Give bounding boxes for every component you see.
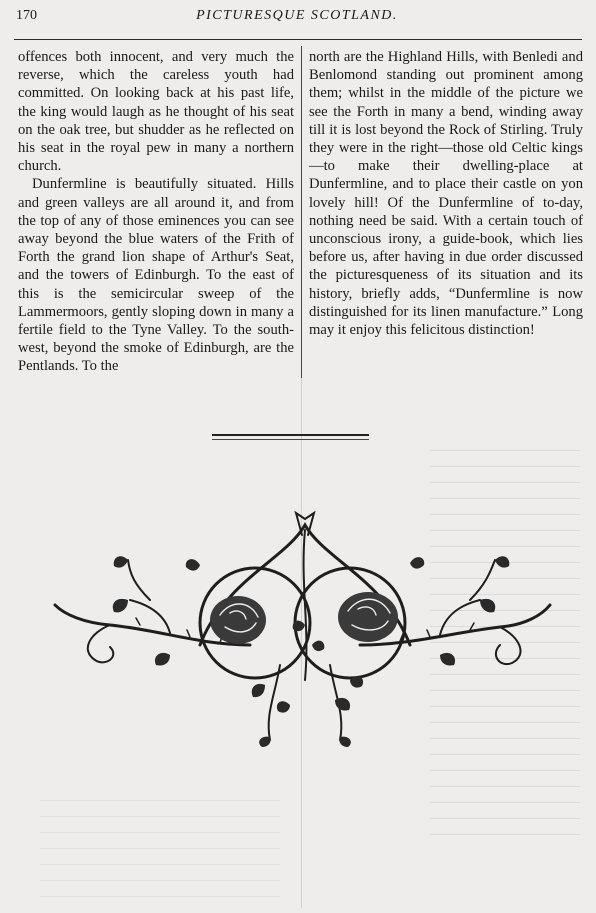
bleed-through-texture-left — [40, 800, 280, 900]
left-column — [18, 48, 294, 376]
running-title: PICTURESQUE SCOTLAND. — [196, 8, 398, 23]
column-divider — [301, 46, 302, 378]
rose-vine-vignette-icon — [50, 505, 555, 750]
page-header — [16, 8, 578, 32]
header-rule — [14, 39, 582, 40]
left-paragraph-2: Dunfermline is beautifully situated. Hills and green valleys are all around it, and from the top of any of those eminences you can see away beyond the blue waters of the Frith of Forth the grand lion shape of Arthur's Seat, and the towers of Edinburgh. To the east of this is the semicircular sweep of the Lammermoors, gently sloping down in many a fertile field to the Tyne Valley. To the south-west, beyond the smoke of Edinburgh, are the Pentlands. To the — [18, 176, 294, 375]
page-number: 170 — [16, 8, 37, 23]
ornamental-double-rule — [212, 434, 369, 440]
left-paragraph-1: offences both innocent, and very much the reverse, which the careless youth had committed. On looking back at his past life, the king would laugh as he thought of his seat on the oak tree, but shudder as he reflected on his seat in the royal pew in many a northern church. — [18, 49, 294, 175]
right-paragraph-1: north are the Highland Hills, with Benledi and Benlomond standing out prominent among them; whilst in the middle of the picture we see the Forth in many a bend, winding away till it is lost beyond the Rock of Stirling. Truly they were in the right—those old Celtic kings—to make their dwelling-place at Dunfermline, and to place their castle on yon lovely hill! Of the Dunfermline of to-day, nothing need be said. With a certain touch of unconscious irony, a guide-book, which lies before us, after having in due order discussed the picturesqueness of its situation and its history, briefly adds, “Dunfermline is now distinguished for its linen manufacture.” Long may it enjoy this felicitous distinction! — [309, 49, 583, 339]
right-column — [309, 48, 583, 339]
